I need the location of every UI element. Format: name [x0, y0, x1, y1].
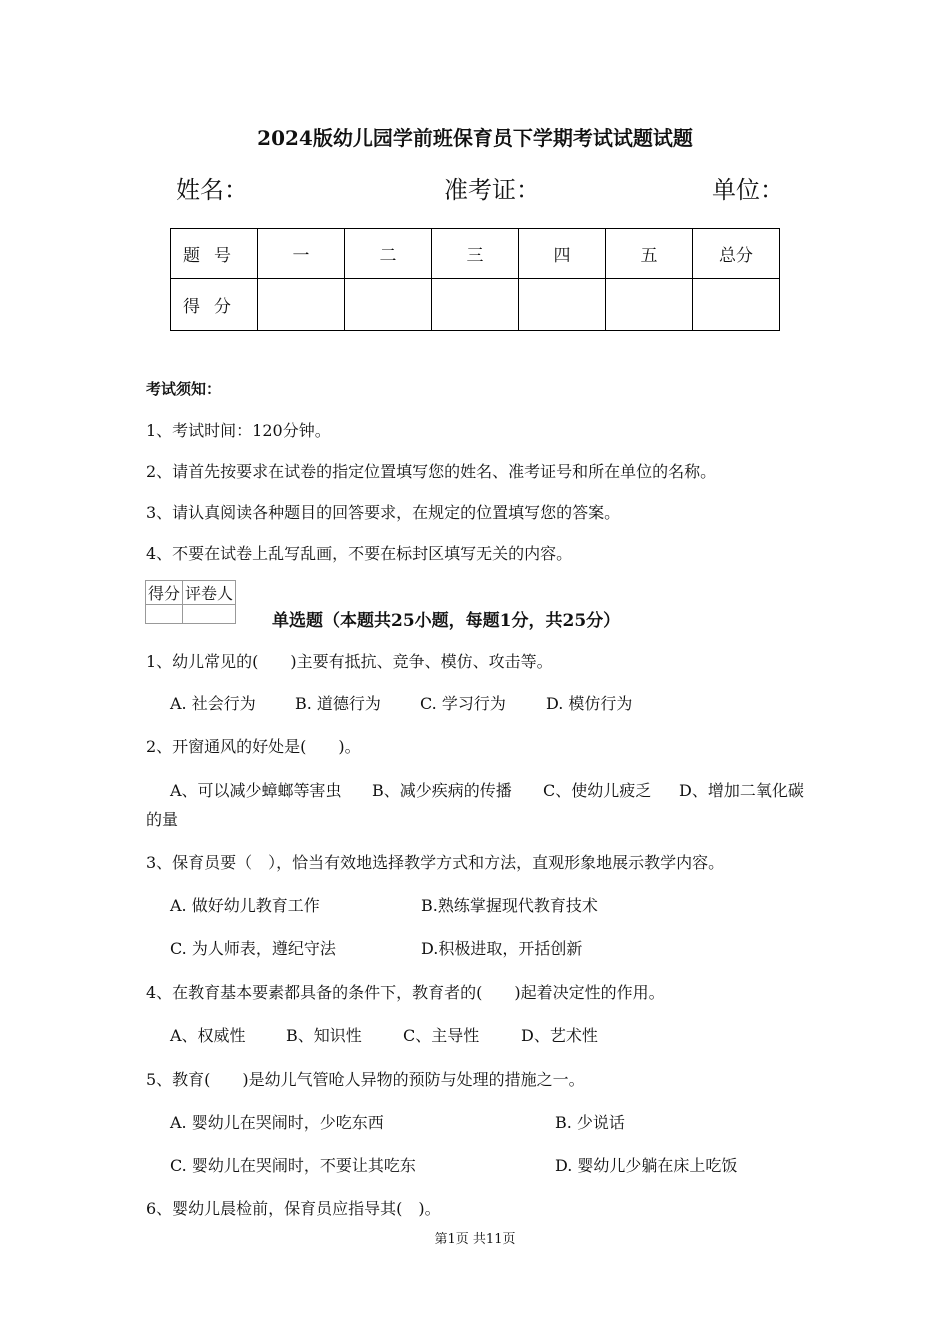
score-cell[interactable] [606, 279, 693, 331]
question-stem: 2、开窗通风的好处是( )。 [146, 737, 361, 756]
score-table-header-row [171, 229, 780, 279]
score-table-header-cell: 四 [519, 229, 606, 279]
score-cell[interactable] [432, 279, 519, 331]
notice-item: 1、考试时间：120分钟。 [146, 421, 331, 440]
notice-item: 2、请首先按要求在试卷的指定位置填写您的姓名、准考证号和所在单位的名称。 [146, 462, 717, 481]
question-stem: 6、婴幼儿晨检前，保育员应指导其( )。 [146, 1199, 441, 1218]
option: A. 社会行为 [170, 694, 256, 713]
unit-field-label: 单位： [712, 176, 784, 204]
score-table-header-cell: 五 [606, 229, 693, 279]
option: B.熟练掌握现代教育技术 [421, 896, 598, 915]
option: D、增加二氧化碳 [679, 781, 804, 800]
grader-score-label: 得分 [146, 581, 183, 605]
score-table-header-cell: 总分 [693, 229, 780, 279]
exam-id-field-label: 准考证： [444, 176, 540, 204]
option: A. 婴幼儿在哭闹时，少吃东西 [170, 1113, 384, 1132]
option: C、使幼儿疲乏 [543, 781, 652, 800]
option: D、艺术性 [521, 1026, 598, 1045]
score-cell[interactable] [345, 279, 432, 331]
option: A、权威性 [170, 1026, 246, 1045]
option: C、主导性 [403, 1026, 480, 1045]
question-stem: 3、保育员要（ ），恰当有效地选择教学方式和方法，直观形象地展示教学内容。 [146, 853, 725, 872]
score-table-header-cell: 三 [432, 229, 519, 279]
score-table [170, 228, 780, 331]
name-field-label: 姓名： [176, 176, 248, 204]
option-wrap-text: 的量 [146, 810, 179, 829]
exam-title: 2024版幼儿园学前班保育员下学期考试试题试题 [257, 126, 693, 150]
notice-item: 3、请认真阅读各种题目的回答要求，在规定的位置填写您的答案。 [146, 503, 621, 522]
option: C. 为人师表，遵纪守法 [170, 939, 336, 958]
option: B. 少说话 [555, 1113, 625, 1132]
question-stem: 4、在教育基本要素都具备的条件下，教育者的( )起着决定性的作用。 [146, 983, 665, 1002]
option: D. 婴幼儿少躺在床上吃饭 [555, 1156, 738, 1175]
question-stem: 5、教育( )是幼儿气管呛人异物的预防与处理的措施之一。 [146, 1070, 585, 1089]
grader-reviewer-cell[interactable] [183, 605, 236, 624]
grader-score-cell[interactable] [146, 605, 183, 624]
option: D.积极进取，开括创新 [421, 939, 583, 958]
option: B. 道德行为 [295, 694, 381, 713]
grader-box [145, 580, 236, 624]
score-table-row-label: 得分 [171, 279, 258, 331]
option: C. 婴幼儿在哭闹时，不要让其吃东 [170, 1156, 416, 1175]
option: D. 模仿行为 [546, 694, 633, 713]
option: A、可以减少蟑螂等害虫 [170, 781, 342, 800]
score-cell[interactable] [693, 279, 780, 331]
question-stem: 1、幼儿常见的( )主要有抵抗、竞争、模仿、攻击等。 [146, 652, 553, 671]
option: B、减少疾病的传播 [372, 781, 512, 800]
notice-item: 4、不要在试卷上乱写乱画，不要在标封区填写无关的内容。 [146, 544, 573, 563]
score-cell[interactable] [519, 279, 606, 331]
notice-title: 考试须知： [146, 380, 222, 398]
score-table-header-cell: 题号 [171, 229, 258, 279]
score-table-header-cell: 一 [258, 229, 345, 279]
option: C. 学习行为 [420, 694, 506, 713]
option: A. 做好幼儿教育工作 [170, 896, 320, 915]
page-footer: 第1页 共11页 [434, 1232, 516, 1247]
score-table-header-cell: 二 [345, 229, 432, 279]
score-table-score-row [171, 279, 780, 331]
option: B、知识性 [286, 1026, 362, 1045]
grader-reviewer-label: 评卷人 [183, 581, 236, 605]
score-cell[interactable] [258, 279, 345, 331]
section-title: 单选题（本题共25小题，每题1分，共25分） [272, 611, 621, 631]
